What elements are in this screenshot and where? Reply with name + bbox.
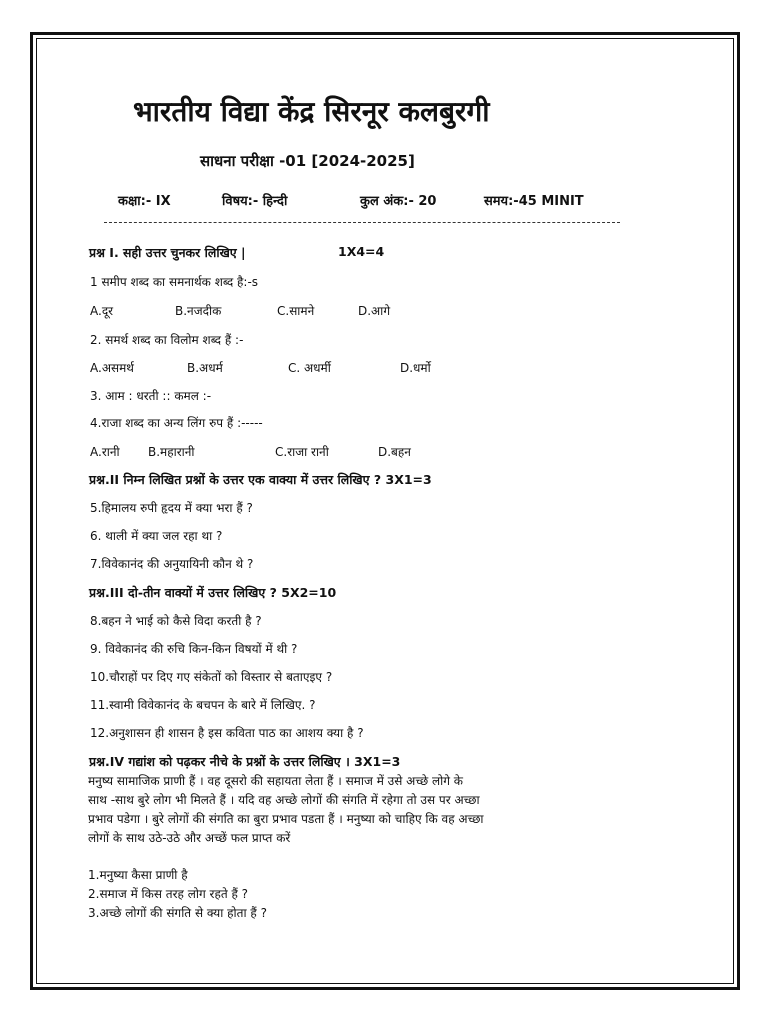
- q1-option-a: A.दूर: [90, 304, 114, 318]
- time-label: समय:-45 MINIT: [484, 194, 584, 209]
- exam-title: साधना परीक्षा -01 [2024-2025]: [200, 152, 415, 170]
- q1-option-d: D.आगे: [358, 304, 391, 318]
- question-3: 3. आम : धरती :: कमल :-: [90, 389, 212, 403]
- q4-option-b: B.महारानी: [148, 445, 195, 459]
- question-1: 1 समीप शब्द का समनार्थक शब्द है:-s: [90, 275, 259, 289]
- question-8: 8.बहन ने भाई को कैसे विदा करती है ?: [90, 614, 262, 628]
- passage-line: मनुष्य सामाजिक प्राणी हैं । वह दूसरो की सहायता लेता हैं । समाज में उसे अच्छे लोगे के: [88, 774, 464, 788]
- q2-option-b: B.अधर्म: [187, 361, 223, 375]
- passage-question-1: 1.मनुष्या कैसा प्राणी है: [88, 868, 188, 882]
- section1-heading: प्रश्न I. सही उत्तर चुनकर लिखिए |: [89, 245, 246, 260]
- question-5: 5.हिमालय रुपी हृदय में क्या भरा हैं ?: [90, 501, 253, 515]
- section3-heading: प्रश्न.III दो-तीन वाक्यों में उत्तर लिखिए ? 5X2=10: [89, 585, 337, 600]
- question-12: 12.अनुशासन ही शासन है इस कविता पाठ का आशय क्या है ?: [90, 726, 364, 740]
- subject-label: विषय:- हिन्दी: [222, 194, 288, 209]
- q2-option-a: A.असमर्थ: [90, 361, 134, 375]
- q1-option-c: C.सामने: [277, 304, 315, 318]
- passage-question-3: 3.अच्छे लोगों की संगति से क्या होता हैं ?: [88, 906, 267, 920]
- q4-option-c: C.राजा रानी: [275, 445, 329, 459]
- section1-marks: 1X4=4: [338, 244, 385, 259]
- question-9: 9. विवेकानंद की रुचि किन-किन विषयों में थी ?: [90, 642, 298, 656]
- question-2: 2. समर्थ शब्द का विलोम शब्द हैं :-: [90, 333, 244, 347]
- question-4: 4.राजा शब्द का अन्य लिंग रुप हैं :-----: [90, 416, 263, 430]
- question-6: 6. थाली में क्या जल रहा था ?: [90, 529, 223, 543]
- school-name: भारतीय विद्या केंद्र सिरनूर कलबुरगी: [133, 95, 490, 128]
- question-7: 7.विवेकानंद की अनुयायिनी कौन थे ?: [90, 557, 254, 571]
- q2-option-d: D.धर्मो: [400, 361, 431, 375]
- header-divider: [104, 222, 620, 223]
- passage-line: लोगों के साथ उठे-उठे और अच्छें फल प्राप्त करें: [88, 831, 291, 845]
- total-marks-label: कुल अंक:- 20: [360, 194, 437, 209]
- q2-option-c: C. अधर्मी: [288, 361, 331, 375]
- section4-heading: प्रश्न.IV गद्यांश को पढ़कर नीचे के प्रश्नों के उत्तर लिखिए । 3X1=3: [89, 754, 401, 769]
- question-11: 11.स्वामी विवेकानंद के बचपन के बारे में लिखिए. ?: [90, 698, 316, 712]
- passage-line: साथ -साथ बुरे लोग भी मिलते हैं । यदि वह अच्छे लोगों की संगति में रहेगा तो उस पर अच्छा: [88, 793, 480, 807]
- passage-question-2: 2.समाज में किस तरह लोग रहते हैं ?: [88, 887, 249, 901]
- q1-option-b: B.नजदीक: [175, 304, 222, 318]
- passage-line: प्रभाव पडेगा । बुरे लोगों की संगति का बुरा प्रभाव पडता हैं । मनुष्या को चाहिए कि वह अच्छा: [88, 812, 484, 826]
- class-label: कक्षा:- IX: [118, 194, 171, 209]
- section2-heading: प्रश्न.II निम्न लिखित प्रश्नों के उत्तर एक वाक्या में उत्तर लिखिए ? 3X1=3: [89, 472, 432, 487]
- q4-option-a: A.रानी: [90, 445, 120, 459]
- q4-option-d: D.बहन: [378, 445, 411, 459]
- question-10: 10.चौराहों पर दिए गए संकेतों को विस्तार से बताएइए ?: [90, 670, 333, 684]
